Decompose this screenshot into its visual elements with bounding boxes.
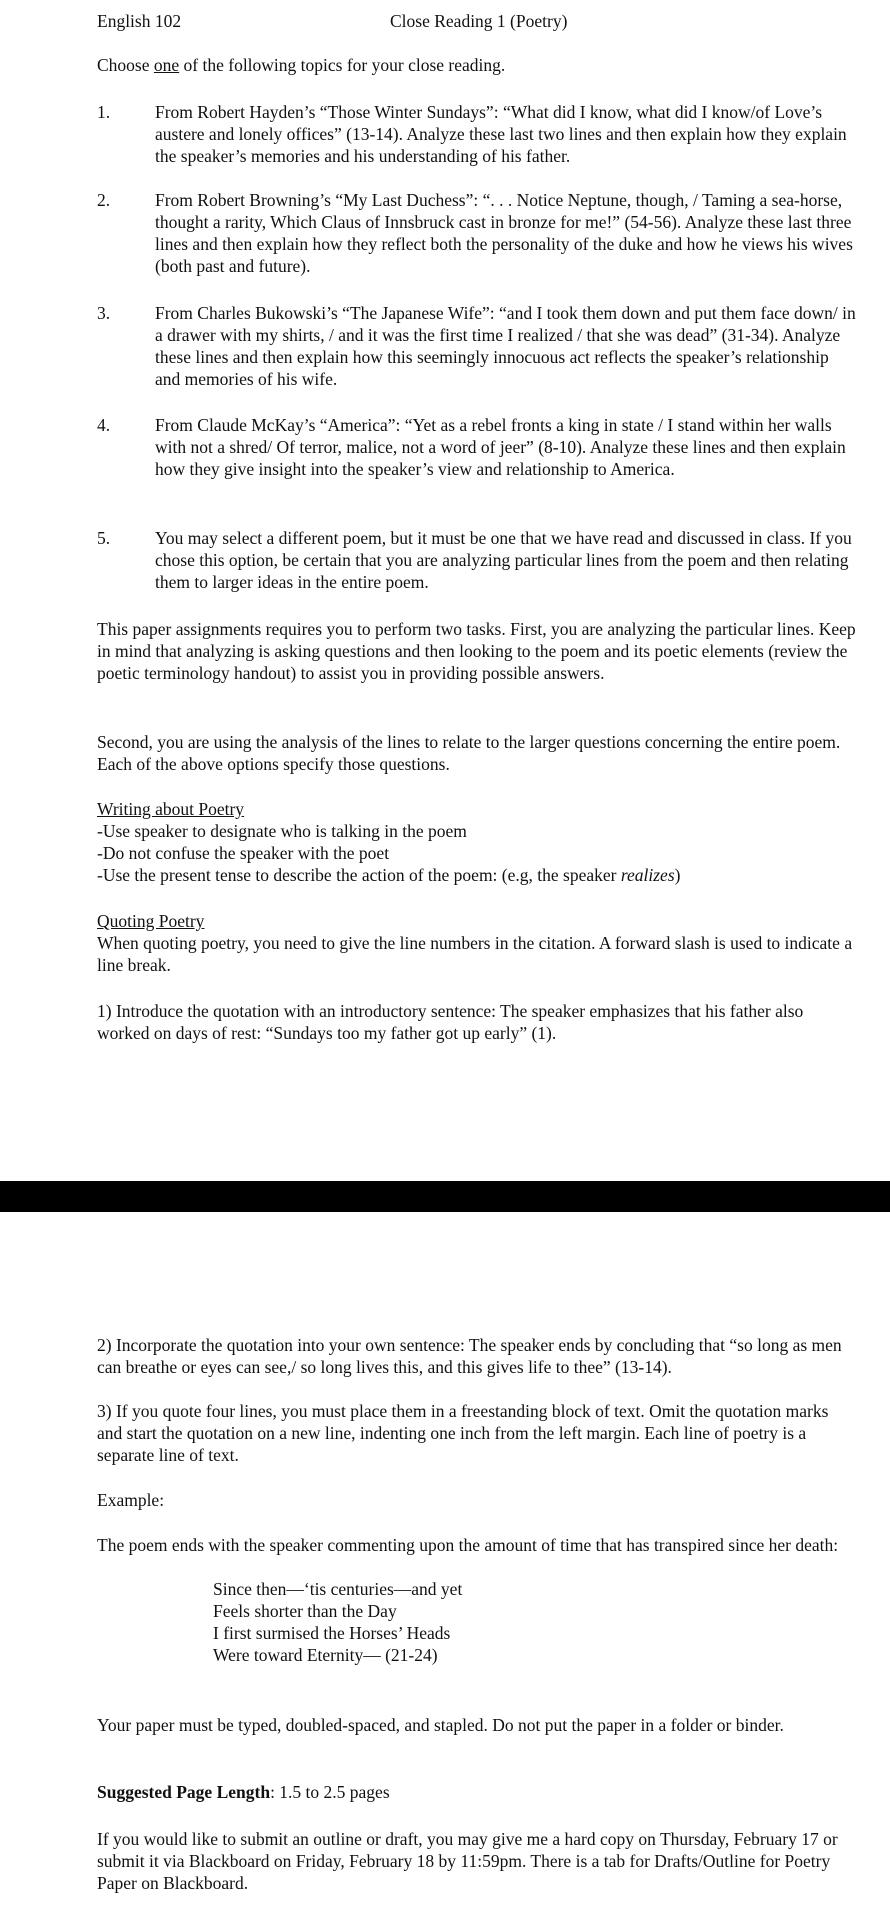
topic-text: From Robert Hayden’s “Those Winter Sundays”: “What did I know, what did I know/of Love’s austere and lonely offices” (13-14). Analyze these last two lines and then explain how they explain the speaker’s memories and his understanding of his father. [155,102,847,166]
writing-heading: Writing about Poetry [97,799,245,819]
topic-item-5 [97,527,857,593]
topic-item-3 [97,302,857,390]
quoting-rule-1: 1) Introduce the quotation with an introductory sentence: The speaker emphasizes that his father also worked on days of rest: “Sundays too my father got up early” (1). [97,1001,804,1043]
page-header [97,10,850,34]
italic-example: realizes [620,865,675,885]
topic-number: 5. [97,528,111,548]
page-length [97,1781,857,1803]
topic-item-1 [97,101,857,167]
poem-line: I first surmised the Horses’ Heads [213,1623,451,1643]
quoting-rule-2: 2) Incorporate the quotation into your own sentence: The speaker ends by concluding that “so long as men can breathe or eyes can see,/ so long lives this, and this gives life to thee” (13-14). [97,1335,842,1377]
writing-rule-3: -Use the present tense to describe the action of the poem: (e.g, the speaker realizes) [97,865,681,885]
topic-text: You may select a different poem, but it must be one that we have read and discussed in class. If you chose this option, be certain that you are analyzing particular lines from the poem and then relating them to larger ideas in the entire poem. [155,528,852,592]
topic-number: 3. [97,303,111,323]
topic-number: 1. [97,102,111,122]
page-break-bar [0,1181,890,1212]
topic-number: 4. [97,415,111,435]
topic-text: From Charles Bukowski’s “The Japanese Wife”: “and I took them down and put them face down/ in a drawer with my shirts, / and it was the first time I realized / that she was dead” (31-34). Analyze these lines and then explain how this seemingly innocuous act reflects the speaker’s relationship and memories of his wife. [155,303,856,389]
tasks-paragraph: This paper assignments requires you to perform two tasks. First, you are analyzing the particular lines. Keep in mind that analyzing is asking questions and then looking to the poem and its poetic elements (review the poetic terminology handout) to assist you in providing possible answers. [97,619,856,683]
example-label: Example: [97,1490,165,1510]
second-task-paragraph: Second, you are using the analysis of the lines to relate to the larger questions concerning the entire poem. Each of the above options specify those questions. [97,732,841,774]
poem-line: Since then—‘tis centuries—and yet [213,1579,463,1599]
quoting-heading: Quoting Poetry [97,911,205,931]
topic-text: From Robert Browning’s “My Last Duchess”: “. . . Notice Neptune, though, / Taming a sea-horse, thought a rarity, Which Claus of Innsbruck cast in bronze for me!” (54-56). Analyze these last three lines and then explain how they reflect both the personality of the duke and how he views his wives (both past and future). [155,190,853,276]
page-length-label: Suggested Page Length [97,1782,271,1802]
topic-item-2 [97,189,857,277]
quoting-poetry [97,910,857,976]
quoting-rule-3: 3) If you quote four lines, you must place them in a freestanding block of text. Omit the quotation marks and start the quotation on a new line, indenting one inch from the left margin. Each line of poetry is a separate line of text. [97,1401,829,1465]
poem-line: Feels shorter than the Day [213,1601,397,1621]
formatting-requirements: Your paper must be typed, doubled-spaced, and stapled. Do not put the paper in a folder or binder. [97,1715,784,1735]
page-length-value: : 1.5 to 2.5 pages [270,1782,390,1802]
topic-text: From Claude McKay’s “America”: “Yet as a rebel fronts a king in state / I stand within her walls with not a shred/ Of terror, malice, not a word of jeer” (8-10). Analyze these lines and then explain how they give insight into the speaker’s view and relationship to America. [155,415,846,479]
topic-number: 2. [97,190,111,210]
assignment-title: Close Reading 1 (Poetry) [390,11,568,31]
example-lead: The poem ends with the speaker commenting upon the amount of time that has transpired since her death: [97,1535,839,1555]
poem-line: Were toward Eternity— (21-24) [213,1645,438,1665]
writing-rule-2: -Do not confuse the speaker with the poet [97,843,390,863]
writing-about-poetry [97,798,857,886]
course-name: English 102 [97,11,182,31]
intro-instruction: Choose one of the following topics for your close reading. [97,55,506,75]
submission-info: If you would like to submit an outline or draft, you may give me a hard copy on Thursday, February 17 or submit it via Blackboard on Friday, February 18 by 11:59pm. There is a tab for Drafts/Outline for Poetry Paper on Blackboard. [97,1829,838,1893]
writing-rule-1: -Use speaker to designate who is talking in the poem [97,821,467,841]
document-page-2 [0,1212,890,1920]
topic-item-4 [97,414,857,480]
emphasis-one: one [153,55,180,75]
example-poem-block [213,1578,462,1666]
quoting-text: When quoting poetry, you need to give the line numbers in the citation. A forward slash is used to indicate a line break. [97,933,853,975]
